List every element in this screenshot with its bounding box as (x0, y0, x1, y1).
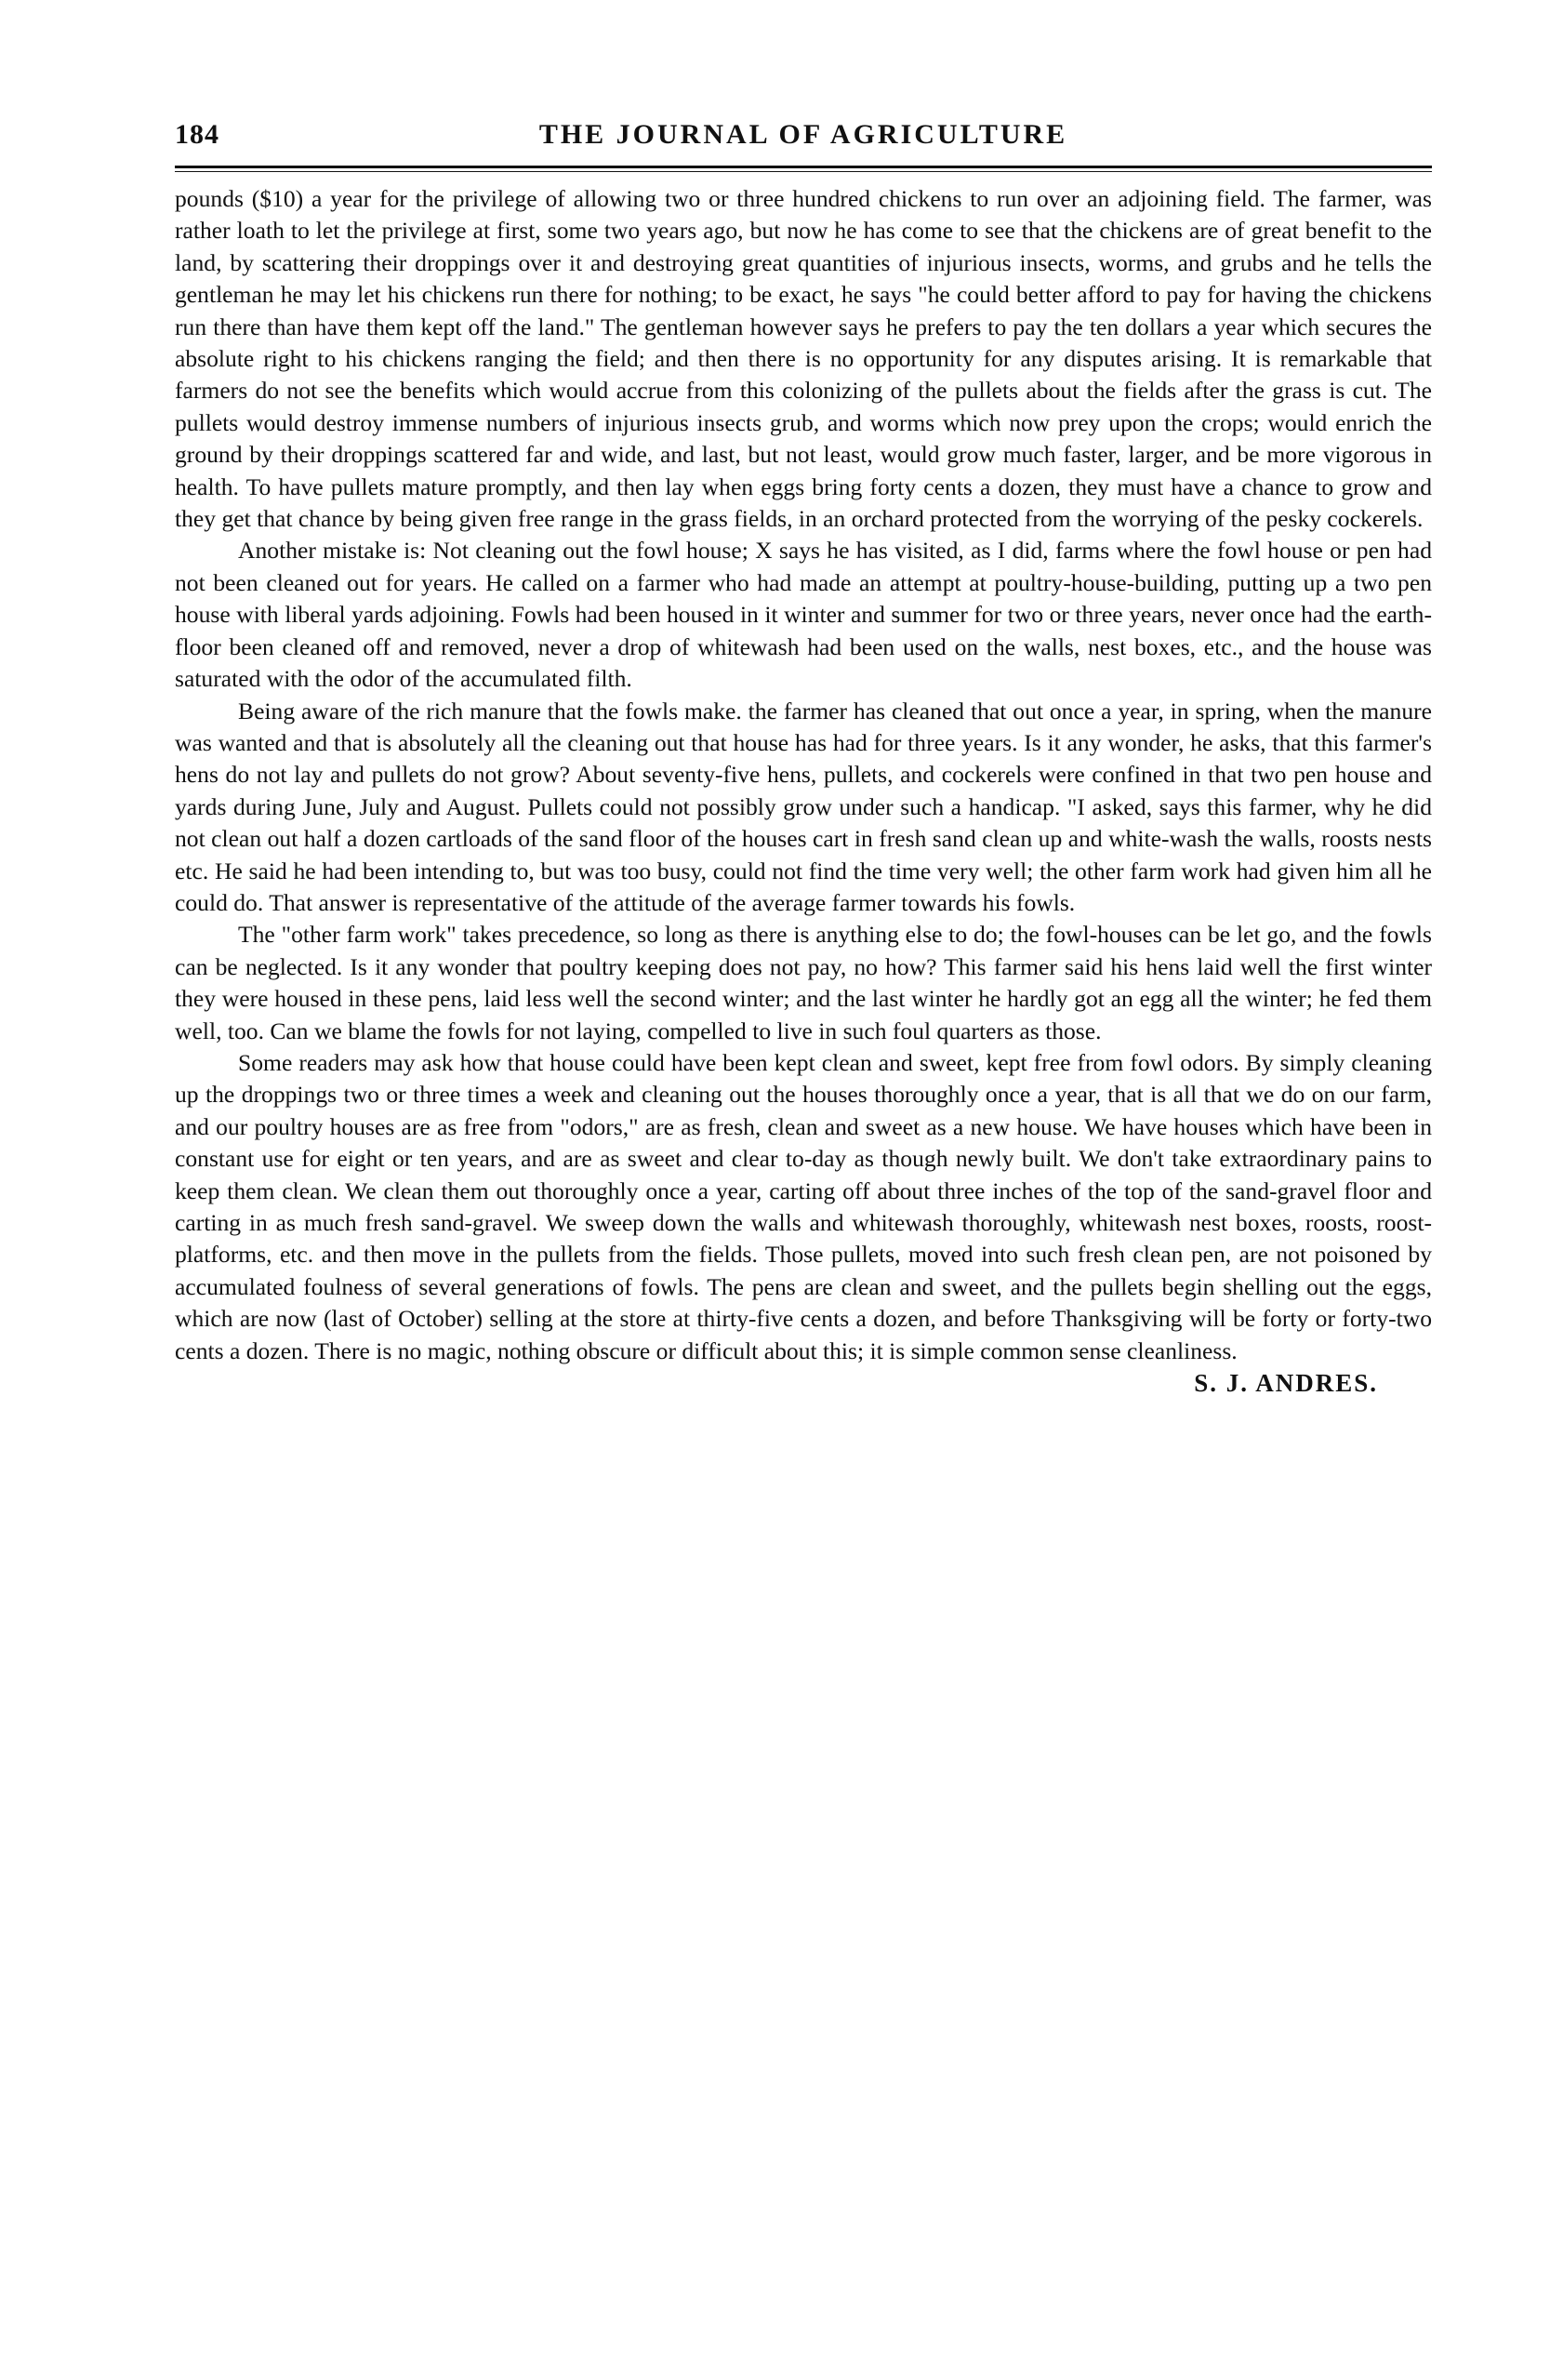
journal-title: THE JOURNAL OF AGRICULTURE (538, 119, 1068, 150)
paragraph-continued: pounds ($10) a year for the privilege of allowing two or three hundred chickens to run over an adjoining field. The farmer, was rather loath to let the privilege at first, some two years ago, but now he has come to see that the chickens are of great benefit to the land, by scattering their droppings over it and destroying great quantities of injurious insects, worms, and grubs and he tells the gentleman he may let his chickens run there for nothing; to be exact, he says "he could better afford to pay for having the chickens run there than have them kept off the land." The gentleman however says he prefers to pay the ten dollars a year which secures the absolute right to his chickens ranging the field; and then there is no opportunity for any disputes arising. It is remarkable that farmers do not see the benefits which would accrue from this colonizing of the pullets about the fields after the grass is cut. The pullets would destroy immense numbers of injurious insects grub, and worms which now prey upon the crops; would enrich the ground by their droppings scattered far and wide, and last, but not least, would grow much faster, larger, and be more vigorous in health. To have pullets mature promptly, and then lay when eggs bring forty cents a dozen, they must have a chance to grow and they get that chance by being given free range in the grass fields, in an orchard protected from the worrying of the pesky cockerels. (175, 185, 1432, 533)
journal-page (175, 119, 1432, 1398)
header-rule-thick (175, 166, 1432, 168)
page-number: 184 (175, 119, 219, 150)
paragraph: Being aware of the rich manure that the fowls make. the farmer has cleaned that out once a year, in spring, when the manure was wanted and that is absolutely all the cleaning out that house has had for three years. Is it any wonder, he asks, that this farmer's hens do not lay and pullets do not grow? About seventy-five hens, pullets, and cockerels were confined in that two pen house and yards during June, July and August. Pullets could not possibly grow under such a handicap. "I asked, says this farmer, why he did not clean out half a dozen cartloads of the sand floor of the houses cart in fresh sand clean up and white-wash the walls, roosts nests etc. He said he had been intending to, but was too busy, could not find the time very well; the other farm work had given him all he could do. That answer is representative of the attitude of the average farmer towards his fowls. (175, 697, 1432, 916)
header-rule-thin (175, 171, 1432, 172)
paragraph: The "other farm work" takes precedence, so long as there is anything else to do; the fowl-houses can be let go, and the fowls can be neglected. Is it any wonder that poultry keeping does not pay, no how? This farmer said his hens laid well the first winter they were housed in these pens, laid less well the second winter; and the last winter he hardly got an egg all the winter; he fed them well, too. Can we blame the fowls for not laying, compelled to live in such foul quarters as those. (175, 921, 1432, 1044)
running-head (175, 119, 1432, 162)
paragraph: Some readers may ask how that house could have been kept clean and sweet, kept free from fowl odors. By simply cleaning up the droppings two or three times a week and cleaning out the houses thoroughly once a year, that is all that we do on our farm, and our poultry houses are as free from "odors," are as fresh, clean and sweet as a new house. We have houses which have been in constant use for eight or ten years, and are as sweet and clear to-day as though newly built. We don't take extraordinary pains to keep them clean. We clean them out thoroughly once a year, carting off about three inches of the top of the sand-gravel floor and carting in as much fresh sand-gravel. We sweep down the walls and whitewash thoroughly, whitewash nest boxes, roosts, roost-platforms, etc. and then move in the pullets from the fields. Those pullets, moved into such fresh clean pen, are not poisoned by accumulated foulness of several generations of fowls. The pens are clean and sweet, and the pullets begin shelling out the eggs, which are now (last of October) selling at the store at thirty-five cents a dozen, and before Thanksgiving will be forty or forty-two cents a dozen. There is no magic, nothing obscure or difficult about this; it is simple common sense cleanliness. (175, 1048, 1432, 1364)
paragraph: Another mistake is: Not cleaning out the fowl house; X says he has visited, as I did, farms where the fowl house or pen had not been cleaned out for years. He called on a farmer who had made an attempt at poultry-house-building, putting up a two pen house with liberal yards adjoining. Fowls had been housed in it winter and summer for two or three years, never once had the earth-floor been cleaned off and removed, never a drop of whitewash had been used on the walls, nest boxes, etc., and the house was saturated with the odor of the accumulated filth. (175, 537, 1432, 693)
article-body (175, 183, 1432, 1367)
author-signature: S. J. ANDRES. (1194, 1369, 1378, 1398)
